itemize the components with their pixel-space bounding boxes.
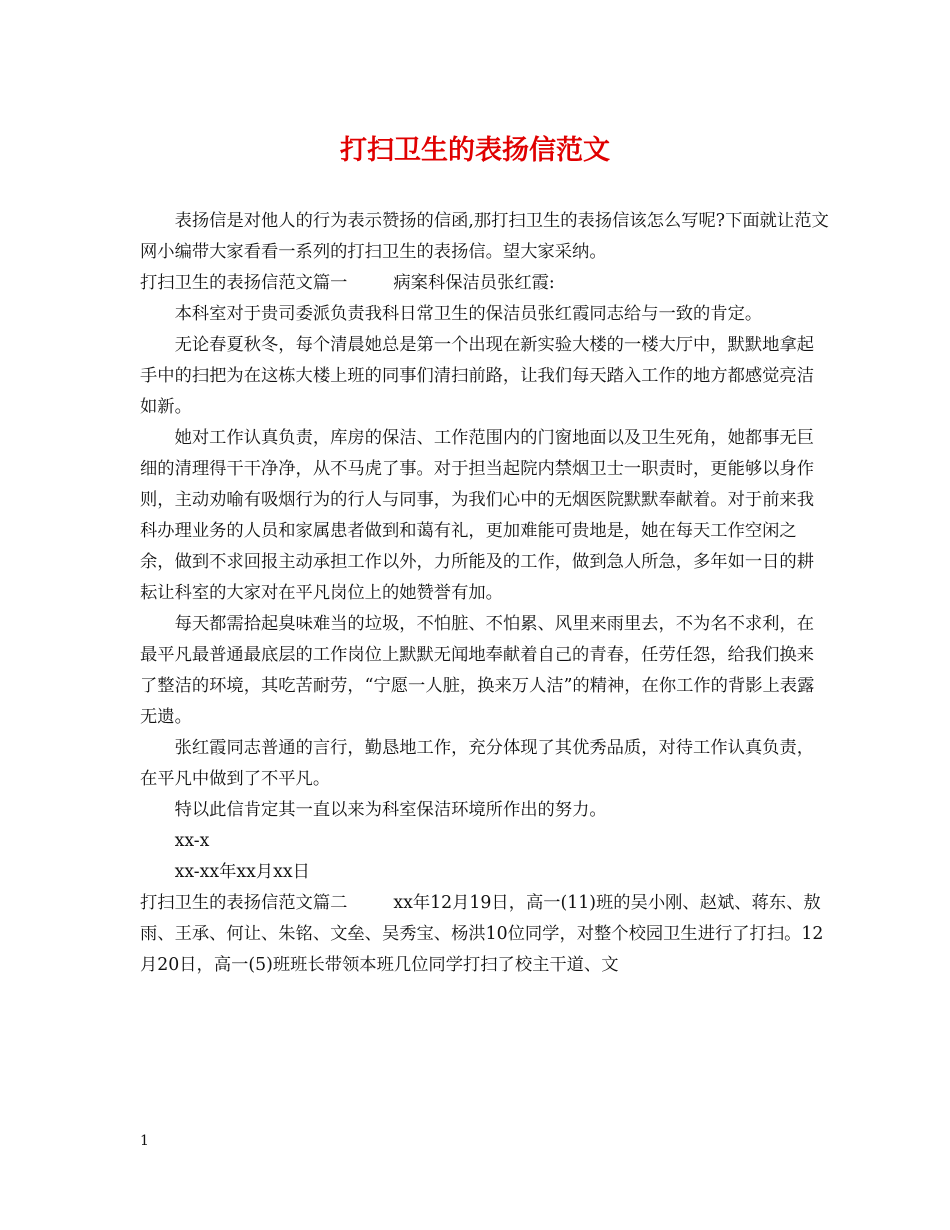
paragraph-6: 特以此信肯定其一直以来为科室保洁环境所作出的努力。 bbox=[174, 800, 607, 820]
paragraph-4: 每天都需拾起臭味难当的垃圾，不怕脏、不怕累、风里来雨里去，不为名不求利，在最平凡最普通最底层的工作岗位上默默无闻地奉献着自己的青春，任劳任怨，给我们换来了整洁的环境，其吃苦耐劳，“宁愿一人脏，换来万人洁”的精神，在你工作的背影上表露无遗。 bbox=[140, 614, 815, 727]
paragraph-3: 她对工作认真负责，库房的保洁、工作范围内的门窗地面以及卫生死角，她都事无巨细的清理得干干净净，从不马虎了事。对于担当起院内禁烟卫士一职责时，更能够以身作则，主动劝喻有吸烟行为的行人与同事，为我们心中的无烟医院默默奉献着。对于前来我科办理业务的人员和家属患者做到和蔼有礼，更加难能可贵地是，她在每天工作空闲之余，做到不求回报主动承担工作以外，力所能及的工作，做到急人所急，多年如一日的耕耘让科室的大家对在平凡岗位上的她赞誉有加。 bbox=[140, 428, 815, 603]
document-body bbox=[140, 206, 830, 981]
section1-heading-line bbox=[140, 268, 830, 299]
section2-paragraph bbox=[140, 888, 830, 981]
section2-heading: 打扫卫生的表扬信范文篇二 bbox=[140, 893, 348, 913]
document-title: 打扫卫生的表扬信范文 bbox=[340, 135, 610, 166]
section1-salutation: 病案科保洁员张红霞: bbox=[393, 273, 555, 293]
section1-heading: 打扫卫生的表扬信范文篇一 bbox=[140, 273, 348, 293]
section2-text: xx年12月19日，高一(11)班的吴小刚、赵斌、蒋东、敖雨、王承、何让、朱铭、文垒、吴秀宝、杨洪10位同学，对整个校园卫生进行了打扫。12月20日，高一(5)班班长带领本班几位同学打扫了校主干道、文 bbox=[140, 893, 824, 975]
paragraph-1: 本科室对于贵司委派负责我科日常卫生的保洁员张红霞同志给与一致的肯定。 bbox=[174, 304, 763, 324]
signature: xx-x bbox=[174, 831, 210, 851]
paragraph-5: 张红霞同志普通的言行，勤恳地工作，充分体现了其优秀品质，对待工作认真负责，在平凡中做到了不平凡。 bbox=[140, 738, 815, 789]
page-number: 1 bbox=[140, 1133, 149, 1149]
paragraph-2: 无论春夏秋冬，每个清晨她总是第一个出现在新实验大楼的一楼大厅中，默默地拿起手中的扫把为在这栋大楼上班的同事们清扫前路，让我们每天踏入工作的地方都感觉亮洁如新。 bbox=[140, 335, 815, 417]
date-line: xx-xx年xx月xx日 bbox=[174, 862, 310, 882]
intro-paragraph: 表扬信是对他人的行为表示赞扬的信函,那打扫卫生的表扬信该怎么写呢?下面就让范文网小编带大家看看一系列的打扫卫生的表扬信。望大家采纳。 bbox=[140, 211, 829, 262]
